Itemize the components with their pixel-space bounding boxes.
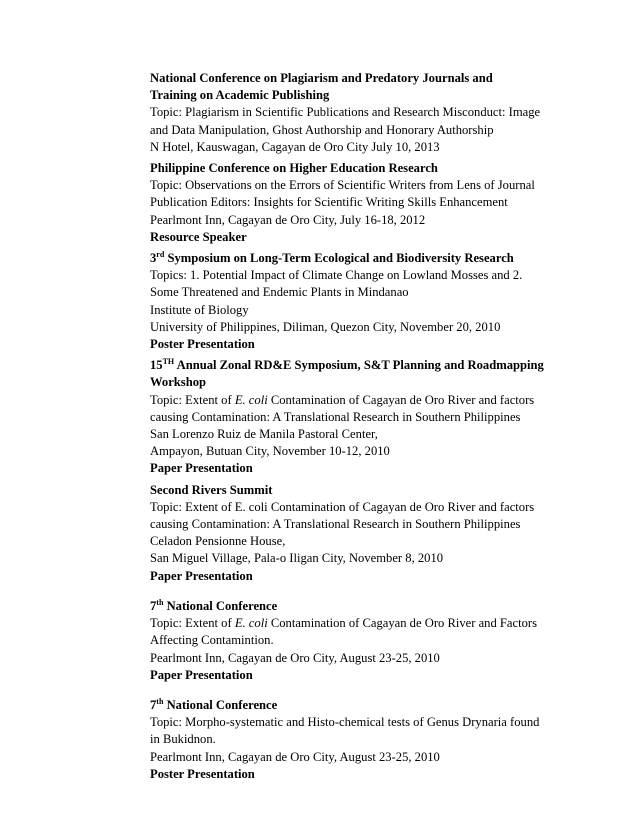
conference-entry (150, 598, 570, 684)
entry-detail: Institute of Biology (150, 302, 249, 317)
entry-title: Training on Academic Publishing (150, 88, 330, 103)
document-page (150, 70, 570, 787)
entry-detail: Topic: Plagiarism in Scientific Publications and Research Misconduct: Image (150, 105, 541, 120)
entry-detail: Celadon Pensionne House, (150, 534, 286, 549)
entry-detail: University of Philippines, Diliman, Quezon City, November 20, 2010 (150, 319, 501, 334)
conference-entry (150, 697, 570, 783)
entry-title: Philippine Conference on Higher Education Research (150, 161, 438, 176)
entry-detail: in Bukidnon. (150, 732, 216, 747)
entry-role: Paper Presentation (150, 568, 253, 583)
entry-detail: Topic: Observations on the Errors of Scientific Writers from Lens of Journal (150, 178, 535, 193)
entry-title: Second Rivers Summit (150, 482, 273, 497)
conference-entry (150, 482, 570, 585)
entry-role: Poster Presentation (150, 766, 255, 781)
entry-detail: San Miguel Village, Pala-o Iligan City, November 8, 2010 (150, 551, 444, 566)
entry-detail: Pearlmont Inn, Cagayan de Oro City, July 16-18, 2012 (150, 212, 426, 227)
conference-entry (150, 250, 570, 353)
entry-detail: Pearlmont Inn, Cagayan de Oro City, August 23-25, 2010 (150, 650, 440, 665)
entry-role: Paper Presentation (150, 461, 253, 476)
entry-detail: Affecting Contamintion. (150, 633, 274, 648)
entry-detail: Topic: Extent of E. coli Contamination of Cagayan de Oro River and factors (150, 392, 535, 407)
entry-role: Poster Presentation (150, 337, 255, 352)
entry-role: Paper Presentation (150, 667, 253, 682)
entry-role: Resource Speaker (150, 229, 247, 244)
entry-title: National Conference on Plagiarism and Predatory Journals and (150, 71, 493, 85)
entry-title: 15TH Annual Zonal RD&E Symposium, S&T Planning and Roadmapping (150, 357, 544, 373)
conference-entry (150, 160, 570, 246)
entry-title: Workshop (150, 375, 206, 390)
entry-title: 7th National Conference (150, 597, 278, 613)
entry-detail: Topics: 1. Potential Impact of Climate Change on Lowland Mosses and 2. (150, 268, 523, 283)
entry-detail: causing Contamination: A Translational Research in Southern Philippines (150, 517, 521, 532)
entry-detail: San Lorenzo Ruiz de Manila Pastoral Center, (150, 427, 378, 442)
conference-entry (150, 357, 570, 477)
entry-detail: Topic: Extent of E. coli Contamination of Cagayan de Oro River and Factors (150, 616, 537, 631)
entry-detail: Topic: Extent of E. coli Contamination of Cagayan de Oro River and factors (150, 499, 535, 514)
entry-detail: Some Threatened and Endemic Plants in Mindanao (150, 285, 409, 300)
entry-detail: Topic: Morpho-systematic and Histo-chemical tests of Genus Drynaria found (150, 715, 540, 730)
entry-title: 3rd Symposium on Long-Term Ecological and Biodiversity Research (150, 249, 514, 266)
entry-title: 7th National Conference (150, 696, 278, 712)
entry-detail: and Data Manipulation, Ghost Authorship and Honorary Authorship (150, 122, 494, 137)
entry-detail: N Hotel, Kauswagan, Cagayan de Oro City July 10, 2013 (150, 139, 440, 154)
entry-detail: Pearlmont Inn, Cagayan de Oro City, August 23-25, 2010 (150, 749, 440, 764)
entry-detail: causing Contamination: A Translational Research in Southern Philippines (150, 409, 521, 424)
entry-detail: Publication Editors: Insights for Scientific Writing Skills Enhancement (150, 195, 508, 210)
entry-detail: Ampayon, Butuan City, November 10-12, 2010 (150, 444, 390, 459)
conference-entry (150, 70, 570, 156)
